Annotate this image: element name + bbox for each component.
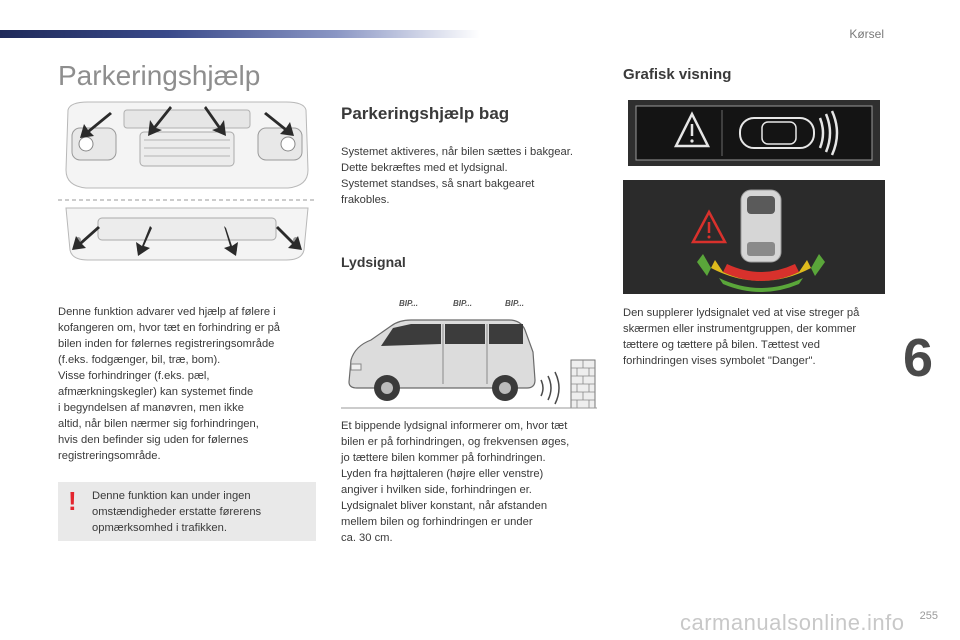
rear-parking-paragraph: Systemet aktiveres, når bilen sættes i bakgear. Dette bekræftes med et lydsignal. Systemet standses, så snart bakgearet frakobles. [341, 146, 573, 206]
sound-signal-paragraph: Et bippende lydsignal informerer om, hvor tæt bilen er på forhindringen, og frekvensen øges, jo tættere bilen kommer på forhindringen. Lyden fra højttaleren (højre eller venstre) angiver i hvilken side, forhindringen er. Lydsignalet bliver konstant, når afstanden mellem bilen og forhindringen er under ca. 30 cm. [341, 420, 570, 544]
warning-text: Denne funktion kan under ingen omstændigheder erstatte førerens opmærksomhed i trafikken. [92, 490, 262, 534]
bip-label-3: BIP... [505, 299, 524, 308]
heading-graphic-display: Grafisk visning [623, 66, 732, 83]
warning-exclamation-icon: ! [68, 486, 77, 516]
section-label: Kørsel [849, 27, 884, 41]
page-number: 255 [919, 610, 938, 622]
heading-sound-signal: Lydsignal [341, 254, 406, 270]
heading-rear-parking: Parkeringshjælp bag [341, 104, 510, 123]
van-sound-illustration [341, 292, 597, 410]
graphic-display-paragraph: Den supplerer lydsignalet ved at vise streger på skærmen eller instrumentgruppen, der kommer tættere og tættere på bilen. Tættest ved forhindringen vises symbolet "Danger". [623, 307, 860, 367]
instrument-display-screen [628, 100, 880, 166]
watermark: carmanualsonline.info [680, 610, 905, 635]
bip-label-2: BIP... [453, 299, 472, 308]
intro-paragraph: Denne funktion advarer ved hjælp af følere i kofangeren om, hvor tæt en forhindring er på bilen inden for følernes registreringsområde (f.eks. fodgænger, bil, træ, bom). Visse forhindringer (f.eks. pæl, afmærkningskegler) kan systemet finde i begyndelsen af manøvren, men ikke altid, når bilen nærmer sig forhindringen, hvis den befinder sig uden for følernes registreringsområde. [58, 306, 281, 462]
bip-label-1: BIP... [399, 299, 418, 308]
header-color-bar [0, 30, 480, 38]
chapter-number: 6 [903, 328, 934, 388]
page-title: Parkeringshjælp [58, 60, 261, 91]
car-sensors-illustration [58, 100, 316, 268]
car-rear-top-view-icon [741, 190, 781, 262]
rear-camera-zone-display [623, 180, 885, 294]
